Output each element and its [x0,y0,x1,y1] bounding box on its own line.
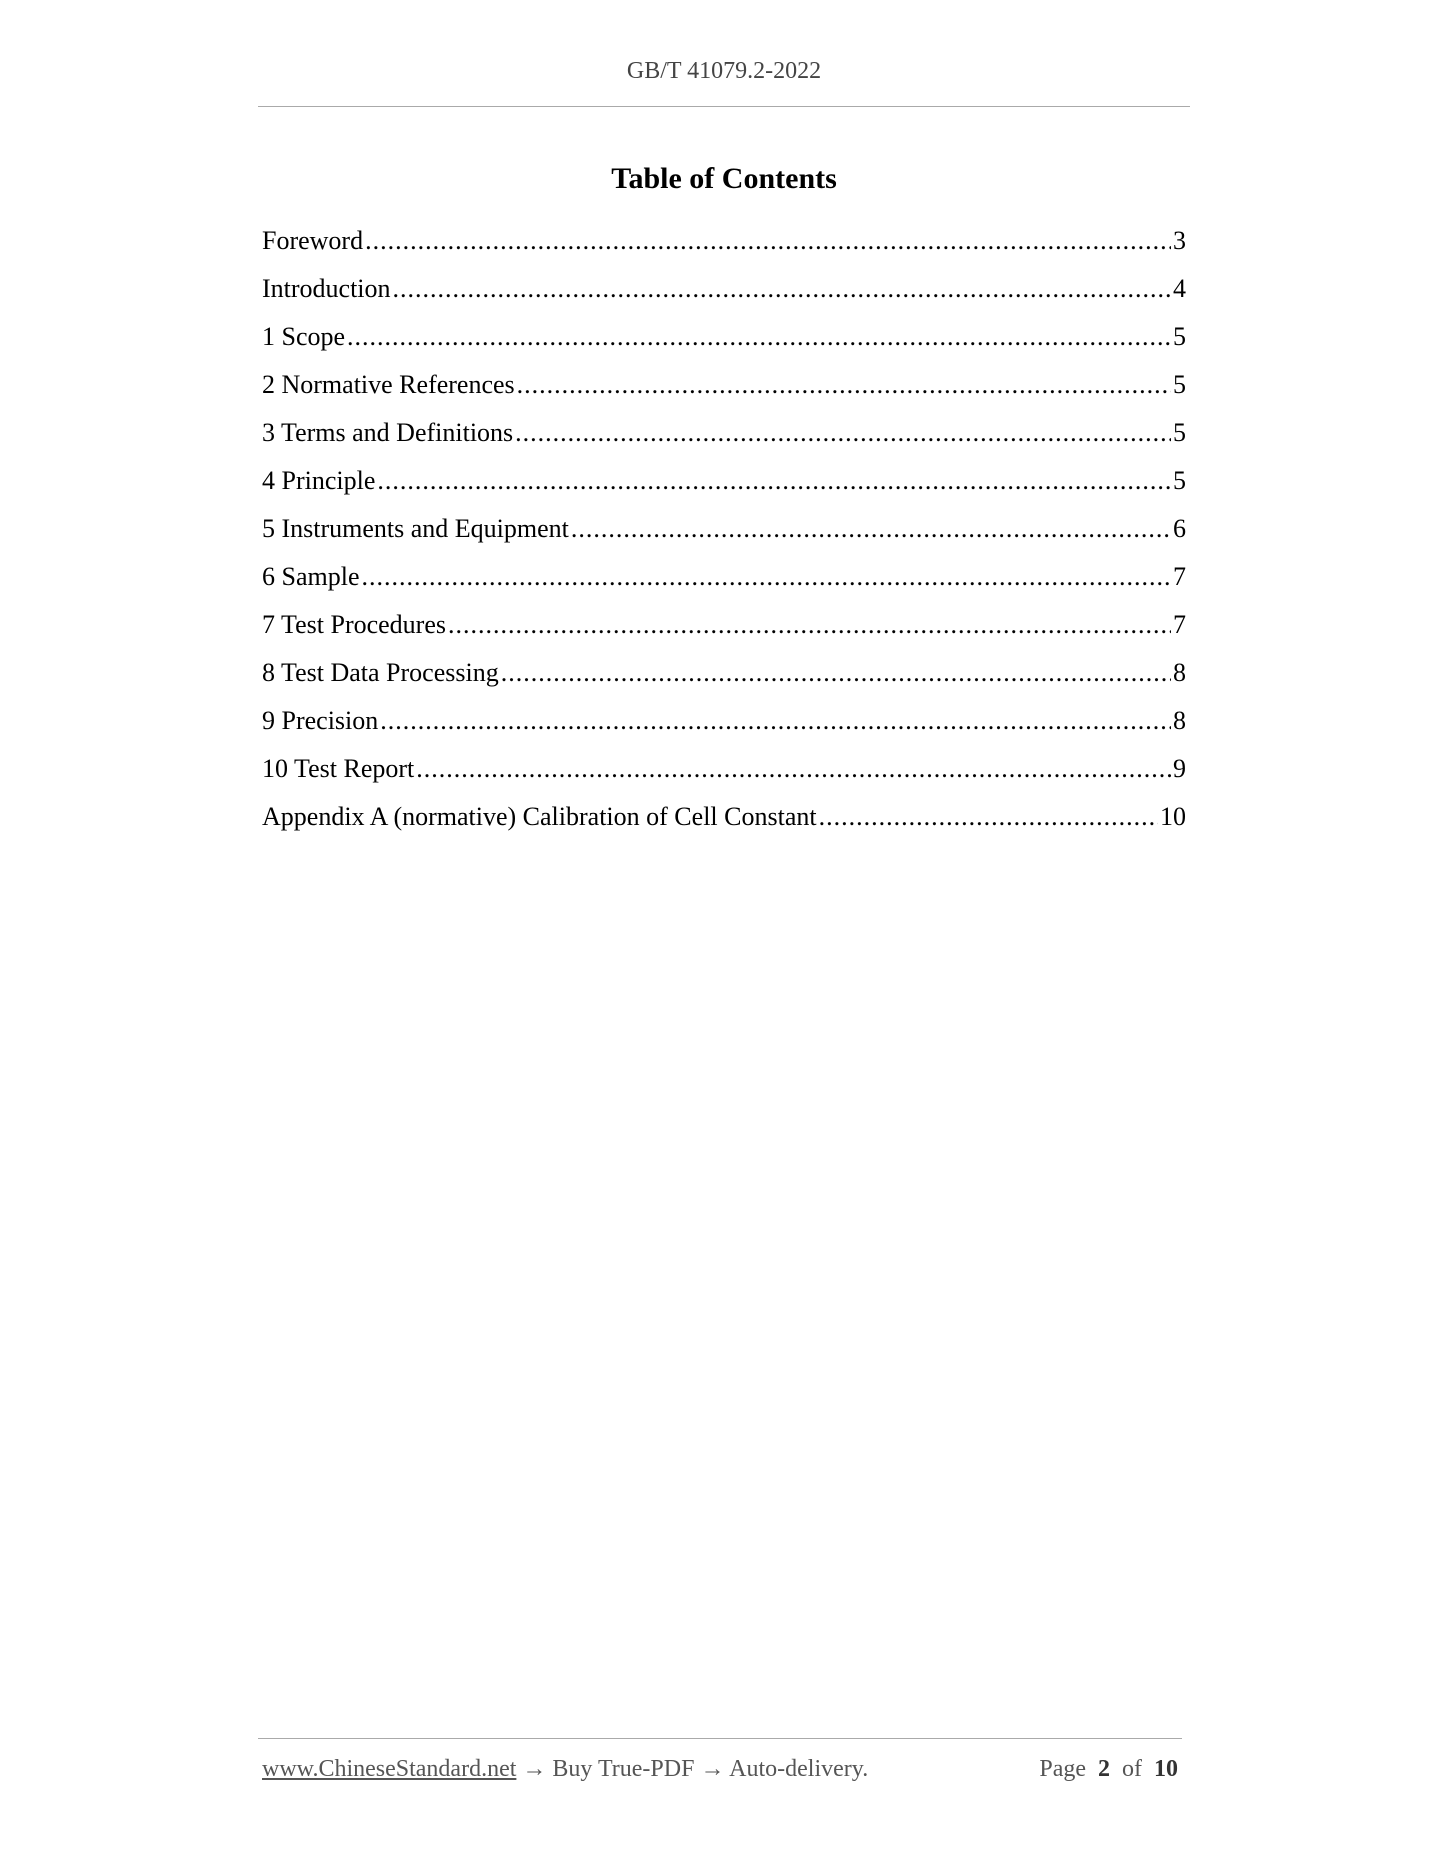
toc-entry-page: 7 [1173,610,1186,639]
table-of-contents [262,226,1186,850]
toc-entry-introduction[interactable] [262,274,1186,322]
toc-entry-page: 9 [1173,754,1186,783]
of-word: of [1122,1756,1142,1782]
arrow-right-icon: → [522,1756,547,1782]
toc-entry-page: 4 [1173,274,1186,303]
toc-title: Table of Contents [611,162,837,195]
toc-dot-leader [362,562,1172,592]
toc-entry-foreword[interactable] [262,226,1186,274]
toc-entry-test-report[interactable] [262,754,1186,802]
toc-entry-page: 5 [1173,370,1186,399]
toc-dot-leader [365,226,1171,256]
toc-entry-label: 5 Instruments and Equipment [262,514,569,543]
toc-entry-sample[interactable] [262,562,1186,610]
toc-entry-label: 9 Precision [262,706,379,735]
toc-entry-label: 2 Normative References [262,370,515,399]
page-word: Page [1039,1756,1086,1782]
auto-delivery-text: Auto-delivery. [729,1756,869,1782]
arrow-right-icon: → [700,1756,725,1782]
page-footer [262,1756,1182,1783]
toc-entry-page: 5 [1173,418,1186,447]
site-link[interactable]: www.ChineseStandard.net [262,1756,517,1782]
toc-dot-leader [416,754,1171,784]
toc-dot-leader [448,610,1171,640]
page-indicator [1039,1756,1178,1783]
toc-entry-normative-references[interactable] [262,370,1186,418]
toc-entry-test-data-processing[interactable] [262,658,1186,706]
toc-entry-label: 8 Test Data Processing [262,658,499,687]
toc-entry-label: 1 Scope [262,322,346,351]
toc-entry-test-procedures[interactable] [262,610,1186,658]
toc-dot-leader [380,706,1171,736]
toc-entry-label: Foreword [262,226,364,255]
toc-entry-scope[interactable] [262,322,1186,370]
toc-entry-label: 6 Sample [262,562,360,591]
toc-entry-page: 3 [1173,226,1186,255]
toc-entry-page: 5 [1173,466,1186,495]
toc-entry-label: 4 Principle [262,466,376,495]
toc-dot-leader [517,370,1171,400]
toc-entry-label: Introduction [262,274,391,303]
toc-dot-leader [571,514,1171,544]
toc-entry-page: 6 [1173,514,1186,543]
toc-entry-instruments-and-equipment[interactable] [262,514,1186,562]
toc-entry-page: 5 [1173,322,1186,351]
toc-entry-page: 8 [1173,658,1186,687]
toc-dot-leader [377,466,1171,496]
toc-entry-terms-and-definitions[interactable] [262,418,1186,466]
total-page-count: 10 [1154,1756,1178,1782]
toc-entry-appendix-a[interactable] [262,802,1186,850]
page-header: GB/T 41079.2-2022 [626,58,822,84]
toc-entry-precision[interactable] [262,706,1186,754]
toc-entry-label: Appendix A (normative) Calibration of Cell Constant [262,802,817,831]
toc-entry-page: 10 [1160,802,1186,831]
buy-true-pdf-text: Buy True-PDF [552,1756,695,1782]
toc-entry-principle[interactable] [262,466,1186,514]
toc-entry-label: 7 Test Procedures [262,610,446,639]
toc-dot-leader [819,802,1158,832]
toc-dot-leader [515,418,1171,448]
toc-dot-leader [347,322,1171,352]
toc-entry-page: 7 [1173,562,1186,591]
header-divider [258,106,1190,107]
toc-entry-page: 8 [1173,706,1186,735]
toc-dot-leader [393,274,1171,304]
current-page-number: 2 [1098,1756,1110,1782]
footer-divider [258,1738,1182,1739]
toc-entry-label: 3 Terms and Definitions [262,418,514,447]
toc-dot-leader [501,658,1171,688]
toc-entry-label: 10 Test Report [262,754,415,783]
